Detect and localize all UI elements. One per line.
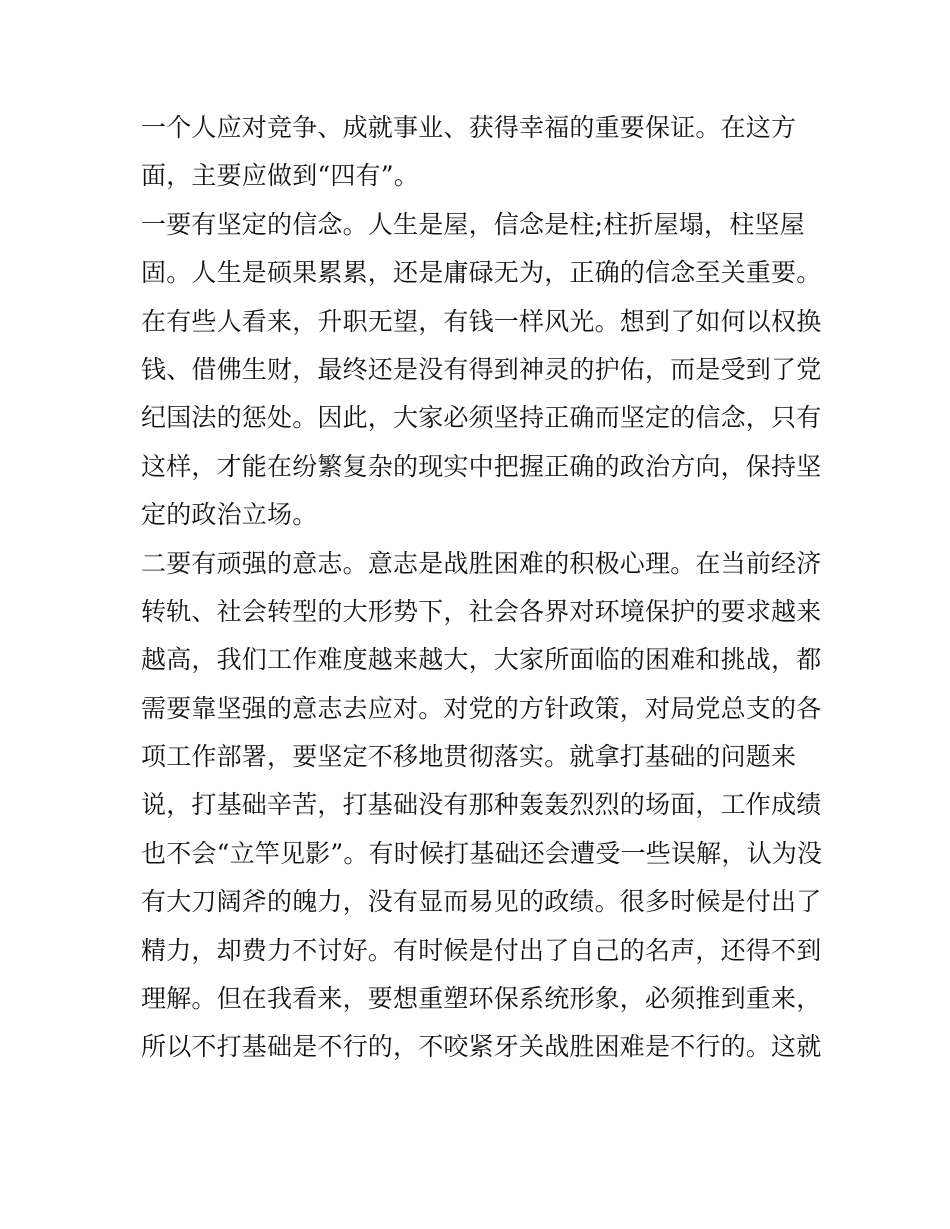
text-line: 需要靠坚强的意志去应对。对党的方针政策，对局党总支的各 <box>141 693 822 723</box>
text-line: 在有些人看来，升职无望，有钱一样风光。想到了如何以权换 <box>141 306 822 336</box>
text-line: 一个人应对竞争、成就事业、获得幸福的重要保证。在这方 <box>141 113 797 142</box>
text-line: 所以不打基础是不行的，不咬紧牙关战胜困难是不行的。这就 <box>141 1032 822 1062</box>
text-line: 越高，我们工作难度越来越大，大家所面临的困难和挑战，都 <box>141 645 822 675</box>
body-text <box>141 104 831 1072</box>
text-line: 面，主要应做到“四有”。 <box>141 161 419 191</box>
text-line: 说，打基础辛苦，打基础没有那种轰轰烈烈的场面，工作成绩 <box>141 790 822 820</box>
text-line: 项工作部署，要坚定不移地贯彻落实。就拿打基础的问题来 <box>141 742 797 772</box>
text-line: 也不会“立竿见影”。有时候打基础还会遭受一些误解，认为没 <box>141 838 823 868</box>
text-line: 理解。但在我看来，要想重塑环保系统形象，必须推到重来， <box>141 984 822 1014</box>
text-line: 精力，却费力不讨好。有时候是付出了自己的名声，还得不到 <box>141 935 822 965</box>
text-line: 有大刀阔斧的魄力，没有显而易见的政绩。很多时候是付出了 <box>141 887 822 917</box>
text-line: 一要有坚定的信念。人生是屋，信念是柱;柱折屋塌，柱坚屋 <box>141 209 805 239</box>
text-line: 纪国法的惩处。因此，大家必须坚持正确而坚定的信念，只有 <box>141 403 822 433</box>
text-line: 二要有顽强的意志。意志是战胜困难的积极心理。在当前经济 <box>141 548 822 578</box>
text-line: 转轨、社会转型的大形势下，社会各界对环境保护的要求越来 <box>141 596 822 626</box>
text-line: 固。人生是硕果累累，还是庸碌无为，正确的信念至关重要。 <box>141 258 822 288</box>
text-line: 定的政治立场。 <box>141 500 318 530</box>
text-line: 这样，才能在纷繁复杂的现实中把握正确的政治方向，保持坚 <box>141 451 822 481</box>
text-line: 钱、借佛生财，最终还是没有得到神灵的护佑，而是受到了党 <box>141 354 822 384</box>
